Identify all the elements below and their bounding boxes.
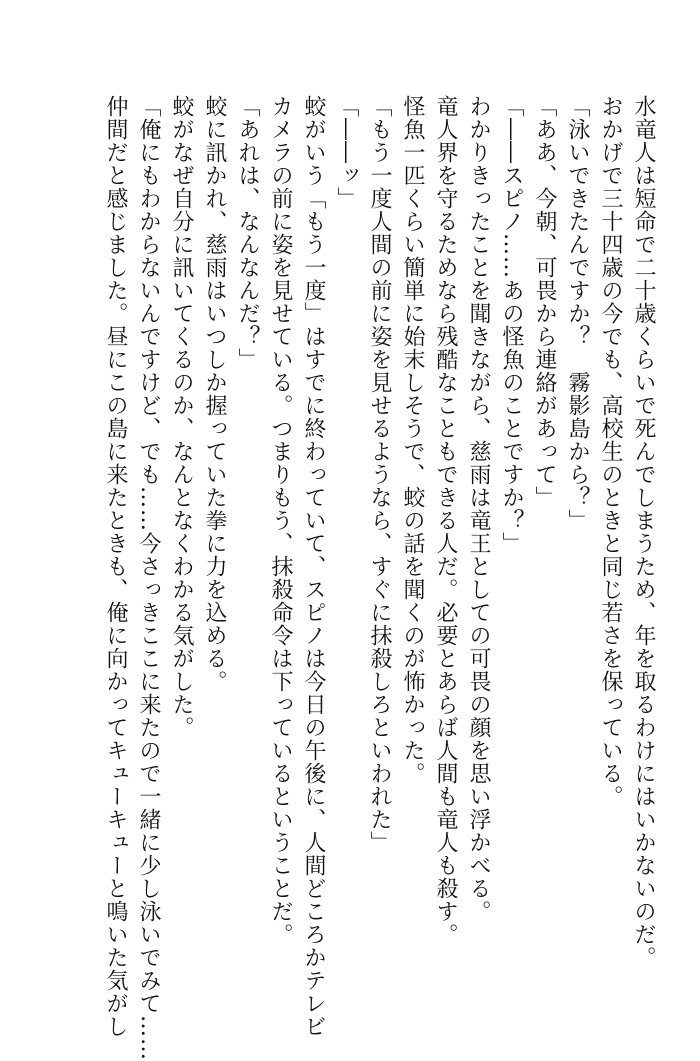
text-line-8: 怪魚一匹くらい簡単に始末しそうで、蛟の話を聞くのが怖かった。 [400,95,425,785]
text-line-2: おかげで三十四歳の今でも、高校生のときと同じ若さを保っている。 [598,95,623,808]
text-line-15: 蛟がなぜ自分に訊いてくるのか、なんとなくわかる気がした。 [169,95,194,739]
text-line-4: 「ああ、今朝、可畏から連絡があって」 [532,95,557,509]
text-line-9: 「もう一度人間の前に姿を見せるようなら、すぐに抹殺しろといわれた」 [367,95,392,854]
text-line-6: わかりきったことを聞きながら、慈雨は竜王としての可畏の顔を思い浮かべる。 [466,95,491,923]
text-line-1: 水竜人は短命で二十歳くらいで死んでしまうため、年を取るわけにはいかないのだ。 [631,95,656,969]
text-line-13: 「あれは、なんなんだ？」 [235,95,260,371]
text-line-3: 「泳いできたんですか？ 霧影島から？」 [565,95,590,532]
text-line-11: 蛟がいう「もう一度」はすでに終わっていて、スピノは今日の午後に、人間どころかテレビ [301,95,326,1038]
text-line-14: 蛟に訊かれ、慈雨はいつしか握っていた拳に力を込める。 [202,95,227,693]
text-line-17: 仲間だと感じました。昼にこの島に来たときも、俺に向かってキューキューと鳴いた気がし [103,95,128,1038]
text-line-16: 「俺にもわからないんですけど、でも……今さっきここに来たので一緒に少し泳いでみて…… [136,95,161,1061]
text-line-12: カメラの前に姿を見せている。つまりもう、抹殺命令は下っているということだ。 [268,95,293,946]
text-line-7: 竜人界を守るためなら残酷なこともできる人だ。必要とあらば人間も竜人も殺す。 [433,95,458,946]
text-line-10: 「――ッ」 [334,95,359,210]
text-line-5: 「――スピノ……あの怪魚のことですか？」 [499,95,524,555]
vertical-text-body [99,95,660,1061]
